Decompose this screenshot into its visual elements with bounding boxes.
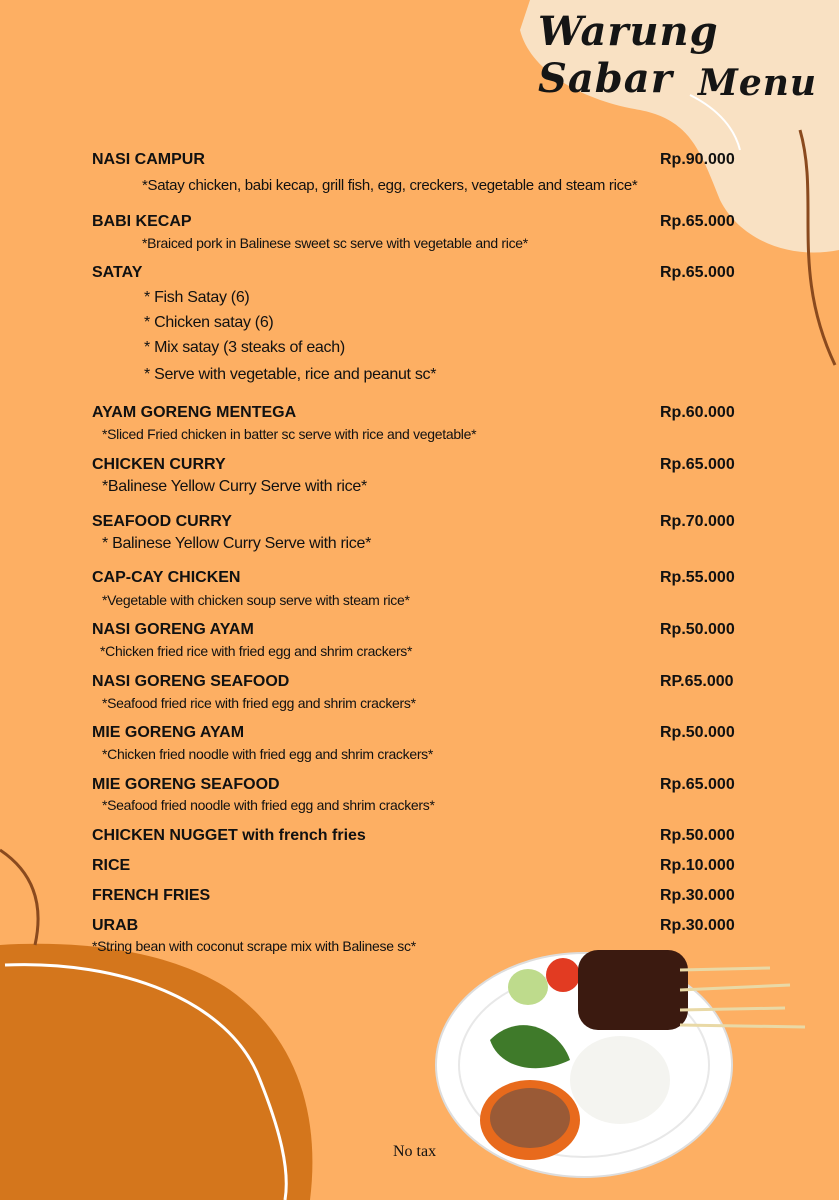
restaurant-name: Warung Sabar bbox=[538, 8, 719, 102]
brown-blob bbox=[0, 944, 312, 1200]
menu-item-description: * Fish Satay (6) bbox=[144, 289, 250, 307]
menu-item-description: *Chicken fried rice with fried egg and shrim crackers* bbox=[100, 642, 413, 659]
menu-item-description: *Balinese Yellow Curry Serve with rice* bbox=[102, 478, 367, 496]
menu-item-description: *String bean with coconut scrape mix with Balinese sc* bbox=[92, 937, 416, 954]
menu-item-price: Rp.55.000 bbox=[660, 569, 735, 586]
menu-item-name: NASI CAMPUR bbox=[92, 151, 205, 168]
menu-item-price: Rp.65.000 bbox=[660, 264, 735, 281]
menu-item-description: *Vegetable with chicken soup serve with steam rice* bbox=[102, 591, 410, 608]
menu-item-price: Rp.65.000 bbox=[660, 213, 735, 230]
menu-item-description: * Mix satay (3 steaks of each) bbox=[144, 339, 345, 357]
menu-item-description: *Satay chicken, babi kecap, grill fish, egg, creckers, vegetable and steam rice* bbox=[142, 177, 638, 194]
menu-title: Menu bbox=[698, 62, 818, 104]
menu-item-name: MIE GORENG SEAFOOD bbox=[92, 776, 280, 793]
menu-item-price: Rp.30.000 bbox=[660, 887, 735, 904]
menu-item-description: *Chicken fried noodle with fried egg and shrim crackers* bbox=[102, 745, 434, 762]
menu-item-description: * Chicken satay (6) bbox=[144, 314, 274, 332]
menu-item-description: * Balinese Yellow Curry Serve with rice* bbox=[102, 535, 372, 553]
menu-item-name: AYAM GORENG MENTEGA bbox=[92, 404, 297, 421]
menu-item-price: Rp.50.000 bbox=[660, 621, 735, 638]
menu-item-description: *Sliced Fried chicken in batter sc serve with rice and vegetable* bbox=[102, 425, 477, 442]
menu-item-price: Rp.50.000 bbox=[660, 827, 735, 844]
menu-item-description: *Braiced pork in Balinese sweet sc serve with vegetable and rice* bbox=[142, 234, 528, 251]
brown-curve-line bbox=[0, 850, 38, 945]
menu-item-name: FRENCH FRIES bbox=[92, 887, 211, 904]
menu-item-description: * Serve with vegetable, rice and peanut sc* bbox=[144, 366, 437, 384]
menu-item-description: *Seafood fried rice with fried egg and shrim crackers* bbox=[102, 694, 416, 711]
menu-item-price: Rp.65.000 bbox=[660, 456, 735, 473]
menu-item-name: SATAY bbox=[92, 264, 143, 281]
menu-item-name: RICE bbox=[92, 857, 131, 874]
menu-item-name: CHICKEN CURRY bbox=[92, 456, 226, 473]
menu-item-name: BABI KECAP bbox=[92, 213, 192, 230]
menu-item-name: CHICKEN NUGGET with french fries bbox=[92, 827, 366, 844]
menu-item-description: *Seafood fried noodle with fried egg and shrim crackers* bbox=[102, 796, 435, 813]
menu-item-name: NASI GORENG SEAFOOD bbox=[92, 673, 290, 690]
menu-item-price: Rp.50.000 bbox=[660, 724, 735, 741]
menu-item-price: Rp.65.000 bbox=[660, 776, 735, 793]
menu-item-name: MIE GORENG AYAM bbox=[92, 724, 245, 741]
menu-item-price: Rp.10.000 bbox=[660, 857, 735, 874]
no-tax-note: No tax bbox=[393, 1143, 437, 1160]
menu-item-name: NASI GORENG AYAM bbox=[92, 621, 254, 638]
menu-item-name: CAP-CAY CHICKEN bbox=[92, 569, 241, 586]
menu-item-name: URAB bbox=[92, 917, 139, 934]
menu-item-price: Rp.30.000 bbox=[660, 917, 735, 934]
menu-item-price: Rp.70.000 bbox=[660, 513, 735, 530]
menu-item-price: RP.65.000 bbox=[660, 673, 734, 690]
menu-item-name: SEAFOOD CURRY bbox=[92, 513, 232, 530]
food-plate-image bbox=[436, 950, 805, 1177]
menu-item-price: Rp.60.000 bbox=[660, 404, 735, 421]
menu-item-price: Rp.90.000 bbox=[660, 151, 735, 168]
